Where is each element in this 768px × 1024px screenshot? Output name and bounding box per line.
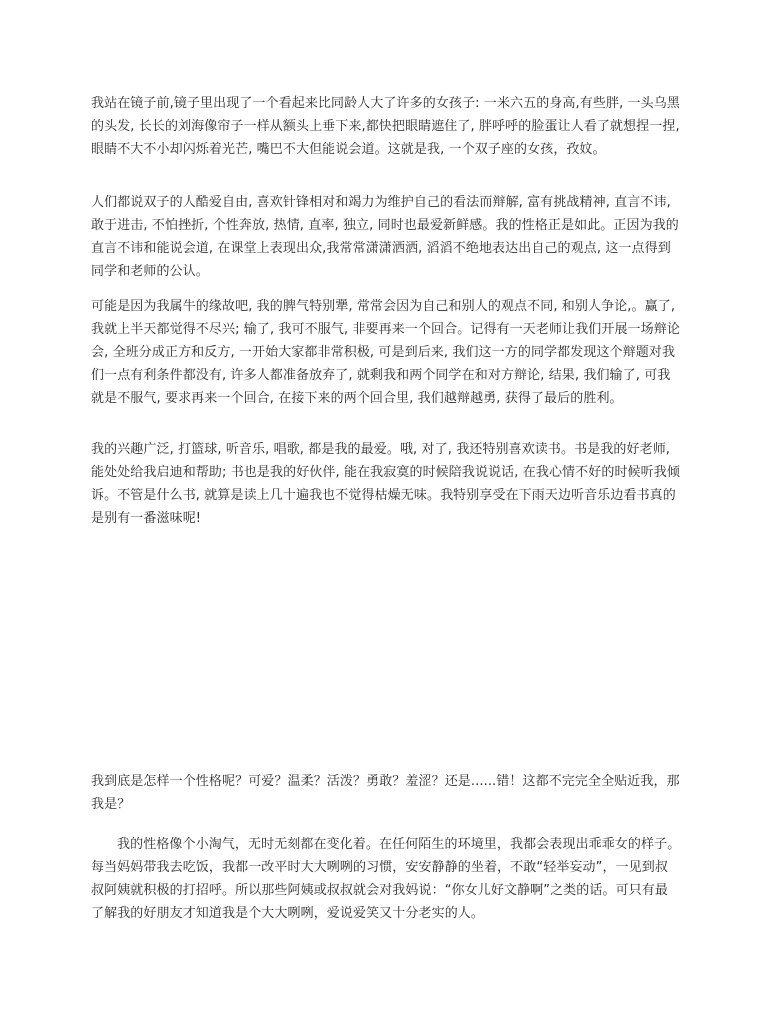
paragraph-gemini-personality: 人们都说双子的人酷爱自由, 喜欢针锋相对和竭力为维护自己的看法而辩解, 富有挑战精神, 直言不讳, 敢于进击, 不怕挫折, 个性奔放, 热情, 直率, 独立, 同时也最爱新鲜感。我的性格正是如此。正因为我的直言不讳和能说会道, 在课堂上表现出众,我常常潇潇洒洒, 滔滔不绝地表达出自己的观点, 这一点得到同学和老师的公认。	[91, 195, 679, 279]
paragraph-hobbies: 我的兴趣广泛, 打篮球, 听音乐, 唱歌, 都是我的最爱。哦, 对了, 我还特别喜欢读书。书是我的好老师, 能处处给我启迪和帮助; 书也是我的好伙伴, 能在我寂寞的时候陪我说说话, 在我心情不好的时候听我倾诉。不管是什么书, 就算是读上几十遍我也不觉得枯燥无味。我特别享受在下雨天边听音乐边看书真的是别有一番滋味呢!	[91, 442, 680, 526]
paragraph-what-personality: 我到底是怎样一个性格呢？可爱？温柔？活泼？勇敢？羞涩？还是......错！这都不完完全全贴近我，那我是？	[91, 774, 680, 812]
paragraph-little-mischief: 我的性格像个小淘气，无时无刻都在变化着。在任何陌生的环境里，我都会表现出乖乖女的样子。每当妈妈带我去吃饭，我都一改平时大大咧咧的习惯，安安静静的坐着，不敢“轻举妄动”，一见到叔叔阿姨就积极的打招呼。所以那些阿姨或叔叔就会对我妈说：“你女儿好文静啊”之类的话。可只有最了解我的好朋友才知道我是个大大咧咧，爱说爱笑又十分老实的人。	[91, 837, 681, 921]
paragraph-debate-story: 可能是因为我属牛的缘故吧, 我的脾气特别犟, 常常会因为自己和别人的观点不同, 和别人争论,。赢了, 我就上半天都觉得不尽兴; 输了, 我可不服气, 非要再来一个回合。记得有一天老师让我们开展一场辩论会, 全班分成正方和反方, 一开始大家都非常积极, 可是到后来, 我们这一方的同学都发现这个辩题对我们一点有利条件都没有, 许多人都准备放弃了, 就剩我和两个同学在和对方辩论, 结果, 我们输了, 可我就是不服气, 要求再来一个回合, 在接下来的两个回合里, 我们越辩越勇, 获得了最后的胜利。	[91, 299, 680, 406]
paragraph-self-description: 我站在镜子前,镜子里出现了一个看起来比同龄人大了许多的女孩子: 一米六五的身高,有些胖, 一头乌黑的头发, 长长的刘海像帘子一样从额头上垂下来,都快把眼睛遮住了, 胖呼呼的脸蛋让人看了就想捏一捏, 眼睛不大不小却闪烁着光芒, 嘴巴不大但能说会道。这就是我, 一个双子座的女孩，孜妏。	[91, 96, 680, 157]
